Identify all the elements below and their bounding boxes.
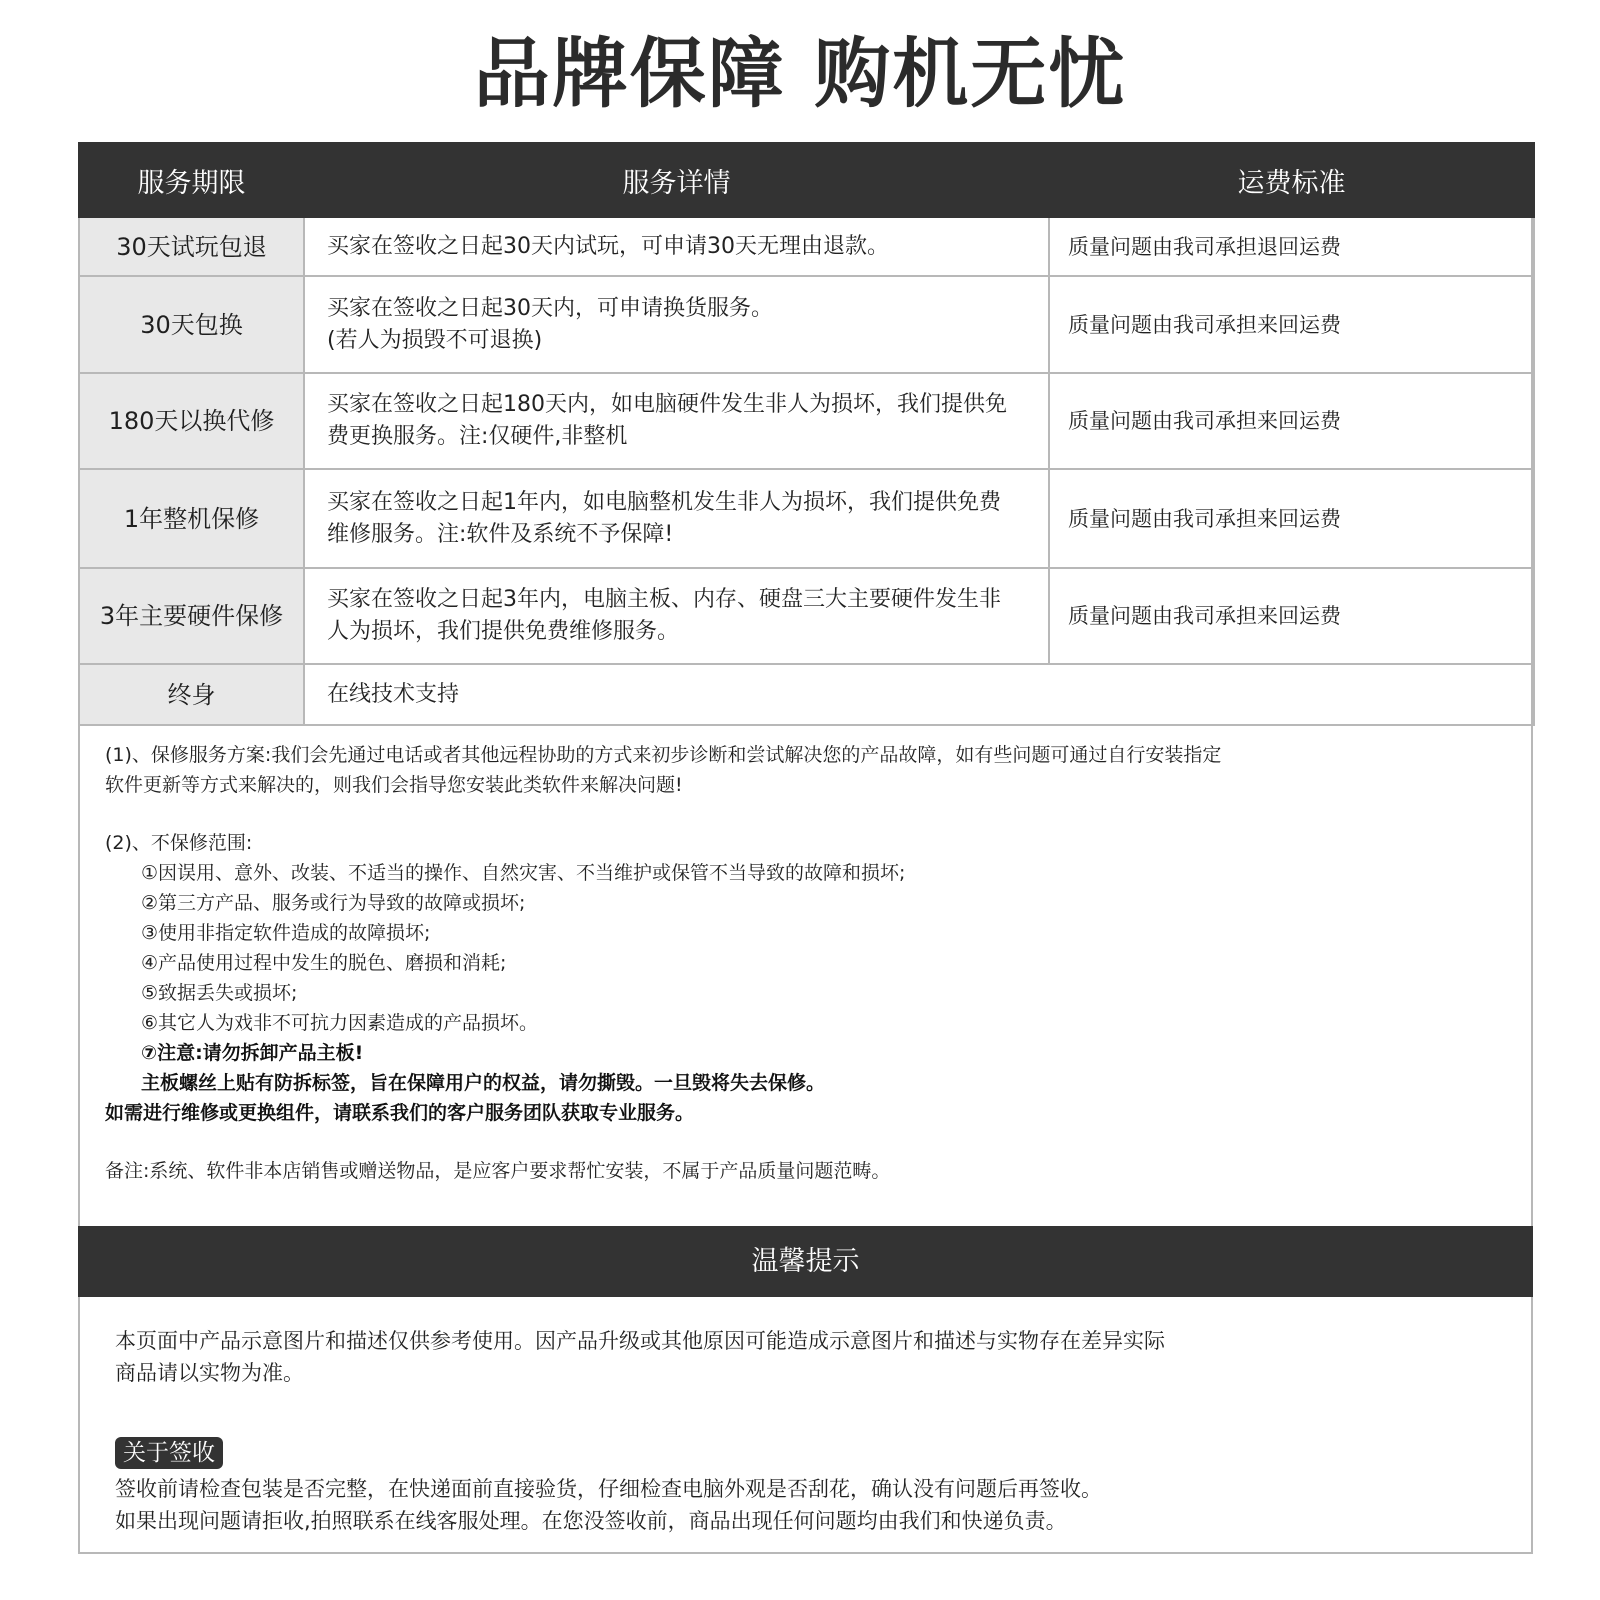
exclusion-item: ②第三方产品、服务或行为导致的故障或损坏; — [141, 892, 526, 914]
table-row — [79, 469, 1534, 568]
tips-section — [115, 1325, 1495, 1537]
detail-cell — [304, 276, 1049, 373]
sign-line: 签收前请检查包装是否完整，在快递面前直接验货，仔细检查电脑外观是否刮花，确认没有问题后再签收。 — [115, 1477, 1102, 1501]
remark-line: 备注:系统、软件非本店销售或赠送物品，是应客户要求帮忙安装，不属于产品质量问题范畴。 — [105, 1160, 891, 1182]
exclusion-item: ⑥其它人为戏非不可抗力因素造成的产品损坏。 — [141, 1012, 539, 1034]
tips-line: 商品请以实物为准。 — [115, 1361, 304, 1385]
term-cell: 1年整机保修 — [79, 469, 304, 568]
warning-line: 主板螺丝上贴有防拆标签，旨在保障用户的权益，请勿撕毁。一旦毁将失去保修。 — [141, 1072, 826, 1094]
term-cell: 30天试玩包退 — [79, 217, 304, 276]
detail-line: 在线技术支持 — [327, 681, 460, 707]
table-header-row — [79, 143, 1534, 217]
detail-line: 买家在签收之日起180天内，如电脑硬件发生非人为损坏，我们提供免 — [327, 392, 1007, 417]
sign-badge: 关于签收 — [115, 1437, 223, 1469]
tips-header: 温馨提示 — [78, 1226, 1533, 1297]
exclusion-item: ①因误用、意外、改装、不适当的操作、自然灾害、不当维护或保管不当导致的故障和损坏; — [141, 862, 906, 884]
exclusions-title: (2)、不保修范围: — [105, 832, 253, 854]
detail-cell — [304, 664, 1049, 725]
term-cell: 30天包换 — [79, 276, 304, 373]
table-row — [79, 217, 1534, 276]
warning-line: ⑦注意:请勿拆卸产品主板! — [141, 1042, 364, 1064]
detail-line: (若人为损毁不可退换) — [327, 327, 543, 353]
term-cell: 180天以换代修 — [79, 373, 304, 469]
table-row — [79, 568, 1534, 664]
table-row — [79, 664, 1534, 725]
tips-line: 本页面中产品示意图片和描述仅供参考使用。因产品升级或其他原因可能造成示意图片和描述与实物存在差异实际 — [115, 1329, 1165, 1353]
detail-line: 买家在签收之日起3年内，电脑主板、内存、硬盘三大主要硬件发生非 — [327, 587, 1001, 612]
fee-cell: 质量问题由我司承担来回运费 — [1049, 276, 1534, 373]
fee-cell — [1049, 664, 1534, 725]
table-row — [79, 373, 1534, 469]
detail-line: 买家在签收之日起30天内，可申请换货服务。 — [327, 295, 773, 321]
note-line: (1)、保修服务方案:我们会先通过电话或者其他远程协助的方式来初步诊断和尝试解决您的产品故障，如有些问题可通过自行安装指定 — [105, 744, 1222, 766]
detail-cell — [304, 373, 1049, 469]
term-cell: 3年主要硬件保修 — [79, 568, 304, 664]
warranty-notes — [105, 740, 1505, 1186]
detail-cell — [304, 469, 1049, 568]
detail-cell — [304, 568, 1049, 664]
exclusion-item: ④产品使用过程中发生的脱色、磨损和消耗; — [141, 952, 507, 974]
header-term: 服务期限 — [79, 143, 304, 217]
fee-cell: 质量问题由我司承担退回运费 — [1049, 217, 1534, 276]
detail-line: 人为损坏，我们提供免费维修服务。 — [327, 619, 680, 644]
service-table — [78, 142, 1535, 726]
detail-cell — [304, 217, 1049, 276]
fee-cell: 质量问题由我司承担来回运费 — [1049, 469, 1534, 568]
note-line: 软件更新等方式来解决的，则我们会指导您安装此类软件来解决问题! — [105, 774, 683, 796]
term-cell: 终身 — [79, 664, 304, 725]
sign-line: 如果出现问题请拒收,拍照联系在线客服处理。在您没签收前，商品出现任何问题均由我们和快递负责。 — [115, 1509, 1067, 1533]
exclusion-item: ⑤致据丢失或损坏; — [141, 982, 298, 1004]
detail-line: 买家在签收之日起30天内试玩，可申请30天无理由退款。 — [327, 233, 889, 259]
warning-line: 如需进行维修或更换组件，请联系我们的客户服务团队获取专业服务。 — [105, 1102, 695, 1124]
detail-line: 费更换服务。注:仅硬件,非整机 — [327, 424, 628, 449]
exclusion-item: ③使用非指定软件造成的故障损坏; — [141, 922, 431, 944]
detail-line: 买家在签收之日起1年内，如电脑整机发生非人为损坏，我们提供免费 — [327, 489, 1001, 515]
fee-cell: 质量问题由我司承担来回运费 — [1049, 373, 1534, 469]
fee-cell: 质量问题由我司承担来回运费 — [1049, 568, 1534, 664]
page-title: 品牌保障 购机无忧 — [473, 29, 1127, 118]
table-row — [79, 276, 1534, 373]
detail-line: 维修服务。注:软件及系统不予保障! — [327, 521, 674, 547]
header-detail: 服务详情 — [304, 143, 1049, 217]
header-fee: 运费标准 — [1049, 143, 1534, 217]
